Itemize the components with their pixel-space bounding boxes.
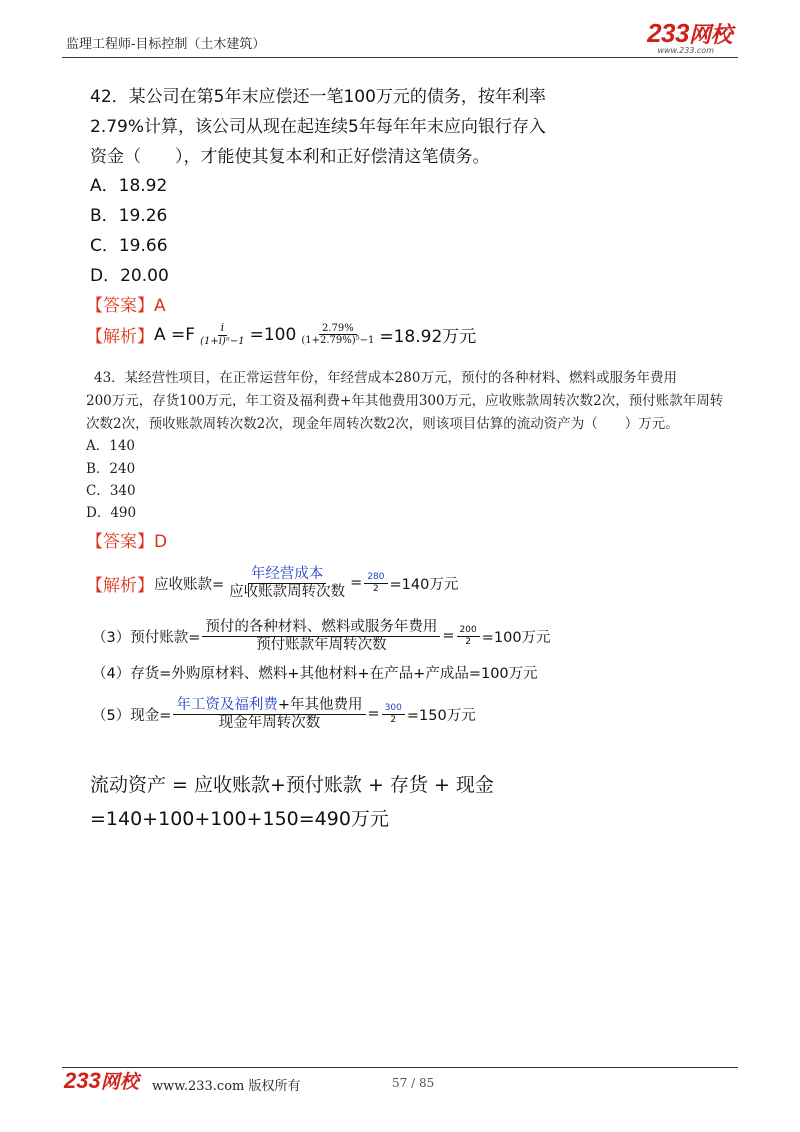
q42-line-3: 资金（ ），才能使其复本利和正好偿清这笔债务。 xyxy=(90,147,490,167)
cash-label: （5）现金= xyxy=(92,707,172,724)
cash-value-fraction xyxy=(382,703,405,725)
q42-analysis-label: 【解析】 xyxy=(86,327,154,348)
logo-chinese: 网校 xyxy=(688,22,732,47)
document-header-title: 监理工程师-目标控制（土木建筑） xyxy=(66,37,266,52)
cash-numerator-other: +年其他费用 xyxy=(277,697,363,713)
q42-option-b: B．19.26 xyxy=(90,206,168,226)
prepayments-numerator: 预付的各种材料、燃料或服务年费用 xyxy=(202,619,440,637)
q43-option-b: B．240 xyxy=(86,461,136,477)
receivables-value-den: 2 xyxy=(373,583,379,594)
q42-line-1: 42．某公司在第5年末应偿还一笔100万元的债务，按年利率 xyxy=(90,87,546,107)
q42-analysis-formula xyxy=(86,322,476,347)
formula-fraction-1 xyxy=(197,322,248,347)
footer-logo-number: 233 xyxy=(64,1068,101,1093)
q42-answer: 【答案】A xyxy=(86,296,166,316)
cash-value-num: 300 xyxy=(382,703,405,714)
receivables-label: 应收账款= xyxy=(154,576,225,593)
formula-fraction-2 xyxy=(298,323,377,347)
footer-copyright: www.233.com 版权所有 xyxy=(152,1079,301,1094)
fraction-2-denominator: (1+2.79%)⁵−1 xyxy=(301,335,375,347)
current-assets-total: =140+100+100+150=490万元 xyxy=(90,808,389,830)
cash-equals: = xyxy=(367,706,380,723)
receivables-fraction xyxy=(226,566,348,600)
q42-option-a: A．18.92 xyxy=(90,176,168,196)
q43-line-2: 200万元，存货100万元，年工资及福利费+年其他费用300万元，应收账款周转次数2次，预付账款年周转 xyxy=(86,393,724,409)
prepayments-denominator: 预付账款年周转次数 xyxy=(256,636,387,653)
q43-analysis-label: 【解析】 xyxy=(86,575,154,596)
prepayments-value-den: 2 xyxy=(465,636,471,647)
q43-line-1: 43．某经营性项目，在正常运营年份，年经营成本280万元，预付的各种材料、燃料或服务年费用 xyxy=(94,370,677,386)
logo-url: www.233.com xyxy=(657,46,714,55)
footer-logo-chinese: 网校 xyxy=(100,1072,139,1093)
footer-logo xyxy=(64,1067,139,1094)
formula-result: =18.92万元 xyxy=(379,327,477,348)
q43-option-d: D．490 xyxy=(86,505,137,521)
receivables-denominator: 应收账款周转次数 xyxy=(229,583,346,600)
fraction-1-denominator: (1+i)ⁿ−1 xyxy=(200,335,245,347)
cash-fraction xyxy=(173,697,365,731)
prepayments-value-fraction xyxy=(457,625,480,647)
receivables-numerator: 年经营成本 xyxy=(248,566,327,584)
q42-option-d: D．20.00 xyxy=(90,266,169,286)
header-divider xyxy=(62,57,738,58)
logo-number: 233 xyxy=(647,18,689,48)
current-assets-equation: 流动资产 = 应收账款+预付账款 + 存货 + 现金 xyxy=(90,774,494,796)
cash-numerator xyxy=(173,697,365,715)
q43-answer: 【答案】D xyxy=(86,532,168,552)
formula-lhs: A =F xyxy=(154,324,196,345)
cash-denominator: 现金年周转次数 xyxy=(218,714,321,731)
q43-option-a: A．140 xyxy=(86,438,136,454)
footer-divider xyxy=(62,1067,738,1068)
cash-value-den: 2 xyxy=(390,714,397,725)
receivables-equals: = xyxy=(350,575,363,592)
prepayments-result: =100万元 xyxy=(481,629,551,646)
fraction-2-numerator: 2.79% xyxy=(319,323,357,336)
q43-option-c: C．340 xyxy=(86,483,136,499)
q43-cash-formula xyxy=(92,697,476,731)
q42-option-c: C．19.66 xyxy=(90,236,168,256)
q43-line-3: 次数2次，预收账款周转次数2次，现金年周转次数2次，则该项目估算的流动资产为（ ）万元。 xyxy=(86,416,679,432)
cash-result: =150万元 xyxy=(406,707,476,724)
formula-equals-100: =100 xyxy=(249,324,297,345)
q42-line-2: 2.79%计算，该公司从现在起连续5年每年年末应向银行存入 xyxy=(90,117,546,137)
q43-inventory-line: （4）存货=外购原材料、燃料+其他材料+在产品+产成品=100万元 xyxy=(92,666,538,682)
q43-receivables-formula xyxy=(86,566,458,600)
prepayments-value-num: 200 xyxy=(457,625,480,636)
cash-numerator-wages: 年工资及福利费 xyxy=(176,697,278,713)
receivables-value-num: 280 xyxy=(364,572,387,583)
brand-logo xyxy=(647,18,732,49)
page-number: 57 / 85 xyxy=(392,1076,435,1090)
q43-prepayments-formula xyxy=(92,619,551,653)
receivables-result: =140万元 xyxy=(389,576,459,593)
prepayments-equals: = xyxy=(442,628,455,645)
receivables-value-fraction xyxy=(364,572,387,594)
prepayments-label: （3）预付账款= xyxy=(92,629,201,646)
fraction-1-numerator: i xyxy=(218,322,228,336)
prepayments-fraction xyxy=(202,619,440,653)
